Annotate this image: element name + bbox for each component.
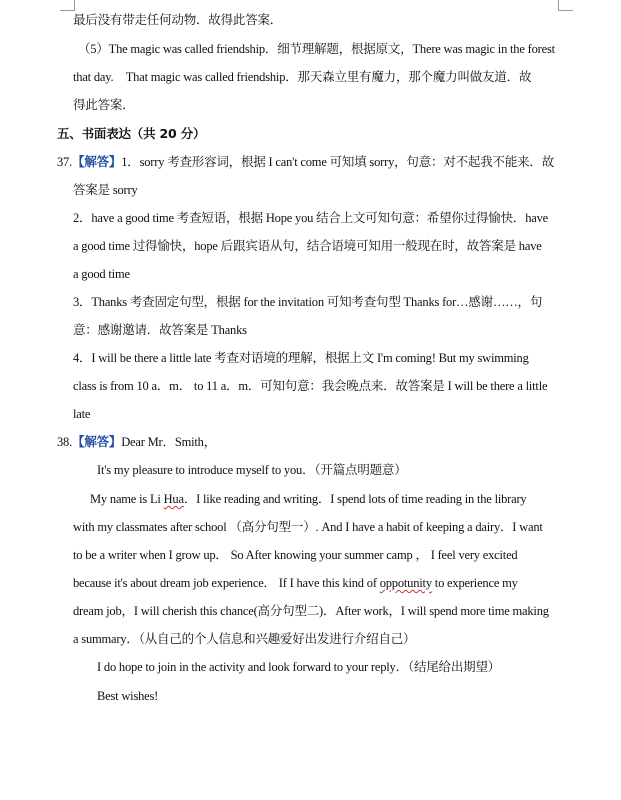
text-line: 意：感谢邀请．故答案是 Thanks <box>73 323 247 337</box>
question-number: 38. <box>57 435 73 449</box>
letter-closing: Best wishes! <box>97 689 159 703</box>
text-span: My name is Li <box>90 492 164 506</box>
letter-salutation: Dear Mr．Smith， <box>121 435 216 449</box>
text-line: with my classmates after school （高分句型一）. And I have a habit of keeping a dairy．I want <box>73 520 543 534</box>
text-line: that day. That magic was called friendship．那天森立里有魔力，那个魔力叫做友道．故 <box>73 70 532 84</box>
text-line: （5）The magic was called friendship．细节理解题，根据原文，There was magic in the forest <box>78 42 555 56</box>
answer-text: 1．sorry 考查形容词，根据 I can't come 可知填 sorry，句意：对不起我不能来．故 <box>121 155 555 169</box>
text-line: 答案是 sorry <box>73 183 138 197</box>
text-line <box>73 575 518 591</box>
answer-tag: 【解答】 <box>72 155 122 169</box>
text-line: class is from 10 a．m． to 11 a．m．可知句意：我会晚点来．故答案是 I will be there a little <box>73 379 548 393</box>
text-line: a good time <box>73 267 130 281</box>
answer-38-line <box>57 434 216 450</box>
page-corner-mark-left <box>60 0 75 11</box>
answer-37-line <box>57 154 554 170</box>
page-corner-mark-right <box>558 0 573 11</box>
text-line: 4．I will be there a little late 考查对语境的理解，根据上文 I'm coming! But my swimming <box>73 351 529 365</box>
text-line: It's my pleasure to introduce myself to you．（开篇点明题意） <box>97 463 407 477</box>
text-line: a summary．（从自己的个人信息和兴趣爱好出发进行介绍自己） <box>73 632 416 646</box>
text-span: ．I like reading and writing．I spend lots of time reading in the library <box>183 492 527 506</box>
text-span: because it's about dream job experience． If I have this kind of <box>73 576 380 590</box>
text-line: I do hope to join in the activity and look forward to your reply．（结尾给出期望） <box>97 660 501 674</box>
text-line: 2．have a good time 考查短语，根据 Hope you 结合上文可知句意：希望你过得愉快．have <box>73 211 549 225</box>
question-number: 37. <box>57 155 73 169</box>
text-line: 最后没有带走任何动物．故得此答案． <box>73 13 283 27</box>
text-line: 得此答案． <box>73 98 135 112</box>
text-line <box>90 491 526 507</box>
answer-tag: 【解答】 <box>72 435 122 449</box>
spelling-flag: Hua <box>163 492 184 506</box>
section-heading: 五、书面表达（共 20 分） <box>57 126 206 141</box>
text-line: late <box>73 407 91 421</box>
spelling-flag: oppotunity <box>379 576 432 590</box>
text-line: 3．Thanks 考查固定句型，根据 for the invitation 可知考查句型 Thanks for…感谢……，句 <box>73 295 543 309</box>
text-line: to be a writer when I grow up． So After knowing your summer camp ， I feel very excited <box>73 548 518 562</box>
text-line: dream job，I will cherish this chance(高分句型二)．After work，I will spend more time making <box>73 604 549 618</box>
text-span: to experience my <box>431 576 518 590</box>
text-line: a good time 过得愉快，hope 后跟宾语从句，结合语境可知用一般现在时，故答案是 have <box>73 239 542 253</box>
